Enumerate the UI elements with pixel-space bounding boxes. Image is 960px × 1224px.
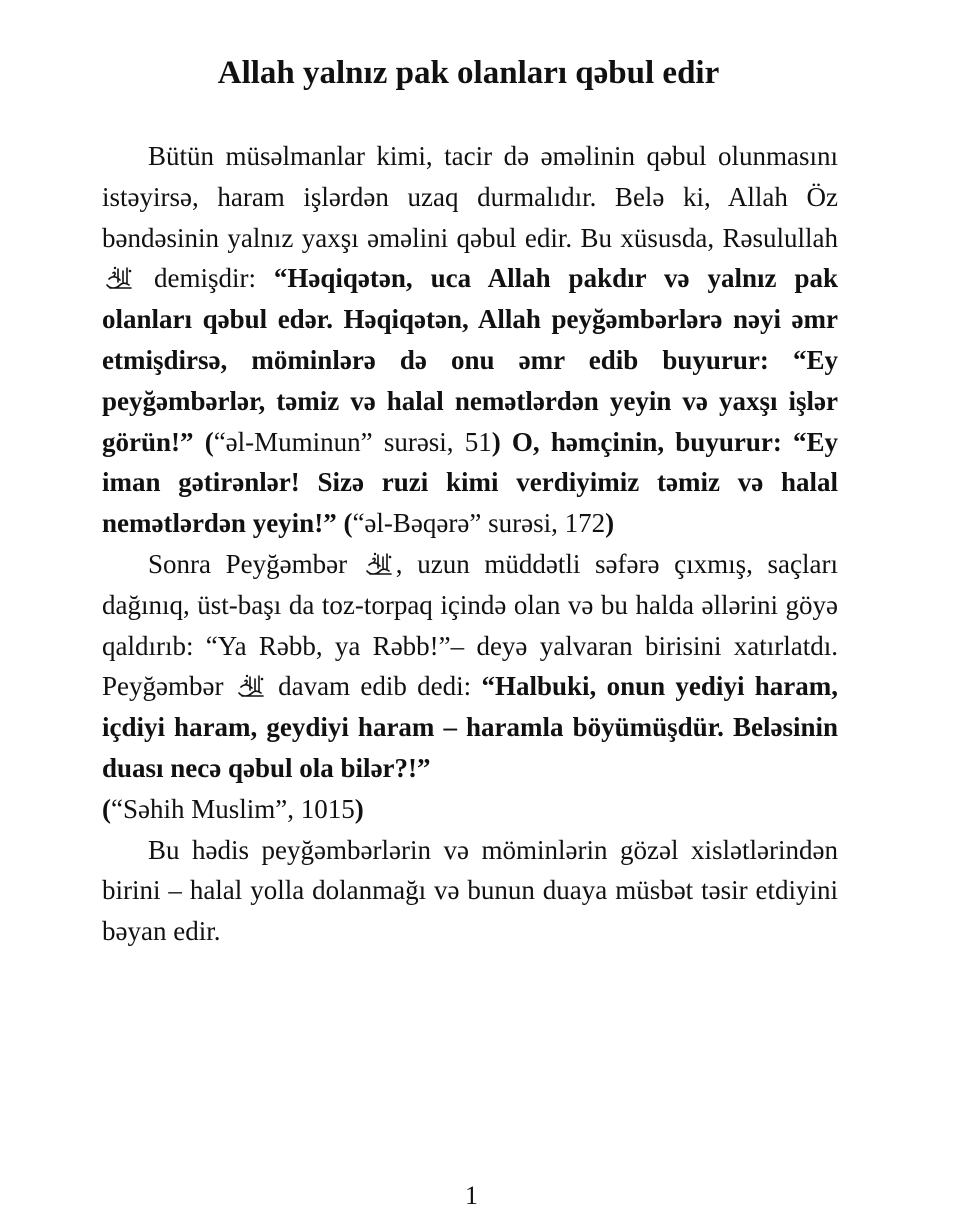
p3-text: Bu hədis peyğəmbərlərin və möminlərin gözəl xislətlərindən birini – halal yolla dolanmağı və bunun duaya müsbət təsir etdiyini bəyan edir. xyxy=(102,834,838,947)
p2-close-paren: ) xyxy=(354,793,364,824)
page-number: 1 xyxy=(465,1181,478,1210)
paragraph-1 xyxy=(102,136,838,544)
p2-text-2: , uzun müddətli səfərə çıxmış, saçları dağınıq, üst-başı da toz-torpaq içində olan və bu halda əllərini göyə qaldırıb: “Ya Rəbb, ya Rəbb!”– deyə yalvaran birisini xatırlatdı. Peyğəmbər xyxy=(102,548,838,702)
hadith-quote-1: “Həqiqətən, uca Allah pakdır və yalnız pak olanları qəbul edər. Həqiqətən, Allah peyğəmbərlərə nəyi əmr etmişdirsə, möminlərə də onu əmr edib buyurur: “Ey peyğəmbərlər, təmiz və halal nemətlərdən yeyin və yaxşı işlər görün!” xyxy=(102,263,838,457)
salawat-ligature-icon xyxy=(104,265,134,291)
page-title: Allah yalnız pak olanları qəbul edir xyxy=(217,55,720,91)
hadith-quote-3: “Halbuki, onun yediyi haram, içdiyi haram, geydiyi haram – haramla böyümüşdür. Beləsinin duası necə qəbul ola bilər?!” xyxy=(102,671,838,783)
p1-open-paren-2: ( xyxy=(336,508,353,539)
p1-open-paren-1: ( xyxy=(193,426,214,457)
p1-text-1: Bütün müsəlmanlar kimi, tacir də əməlinin qəbul olunmasını istəyirsə, haram işlərdən uzaq durmalıdır. Belə ki, Allah Öz bəndəsinin yalnız yaxşı əməlini qəbul edir. Bu xüsusda, Rəsulullah xyxy=(102,141,838,253)
salawat-ligature-icon xyxy=(364,551,394,577)
paragraph-3 xyxy=(102,830,838,952)
paragraph-2 xyxy=(102,544,838,830)
citation-muminun: “əl-Muminun” surəsi, 51 xyxy=(213,426,492,457)
citation-baqara: “əl-Bəqərə” surəsi, 172 xyxy=(352,508,606,539)
body-text xyxy=(102,136,838,952)
salawat-ligature-icon xyxy=(236,673,266,699)
p1-text-2: demişdir: xyxy=(136,263,274,294)
citation-sahih-muslim: “Səhih Muslim”, 1015 xyxy=(111,793,355,824)
p2-text-3: davam edib dedi: xyxy=(267,671,482,702)
p2-open-paren: ( xyxy=(102,793,111,824)
hadith-quote-2: ) O, həmçinin, buyurur: “Ey iman gətirənlər! Sizə ruzi kimi verdiyimiz təmiz və halal nemətlərdən yeyin!” xyxy=(102,426,838,539)
p2-text-1: Sonra Peyğəmbər xyxy=(148,548,348,579)
p1-close-paren: ) xyxy=(605,508,615,539)
